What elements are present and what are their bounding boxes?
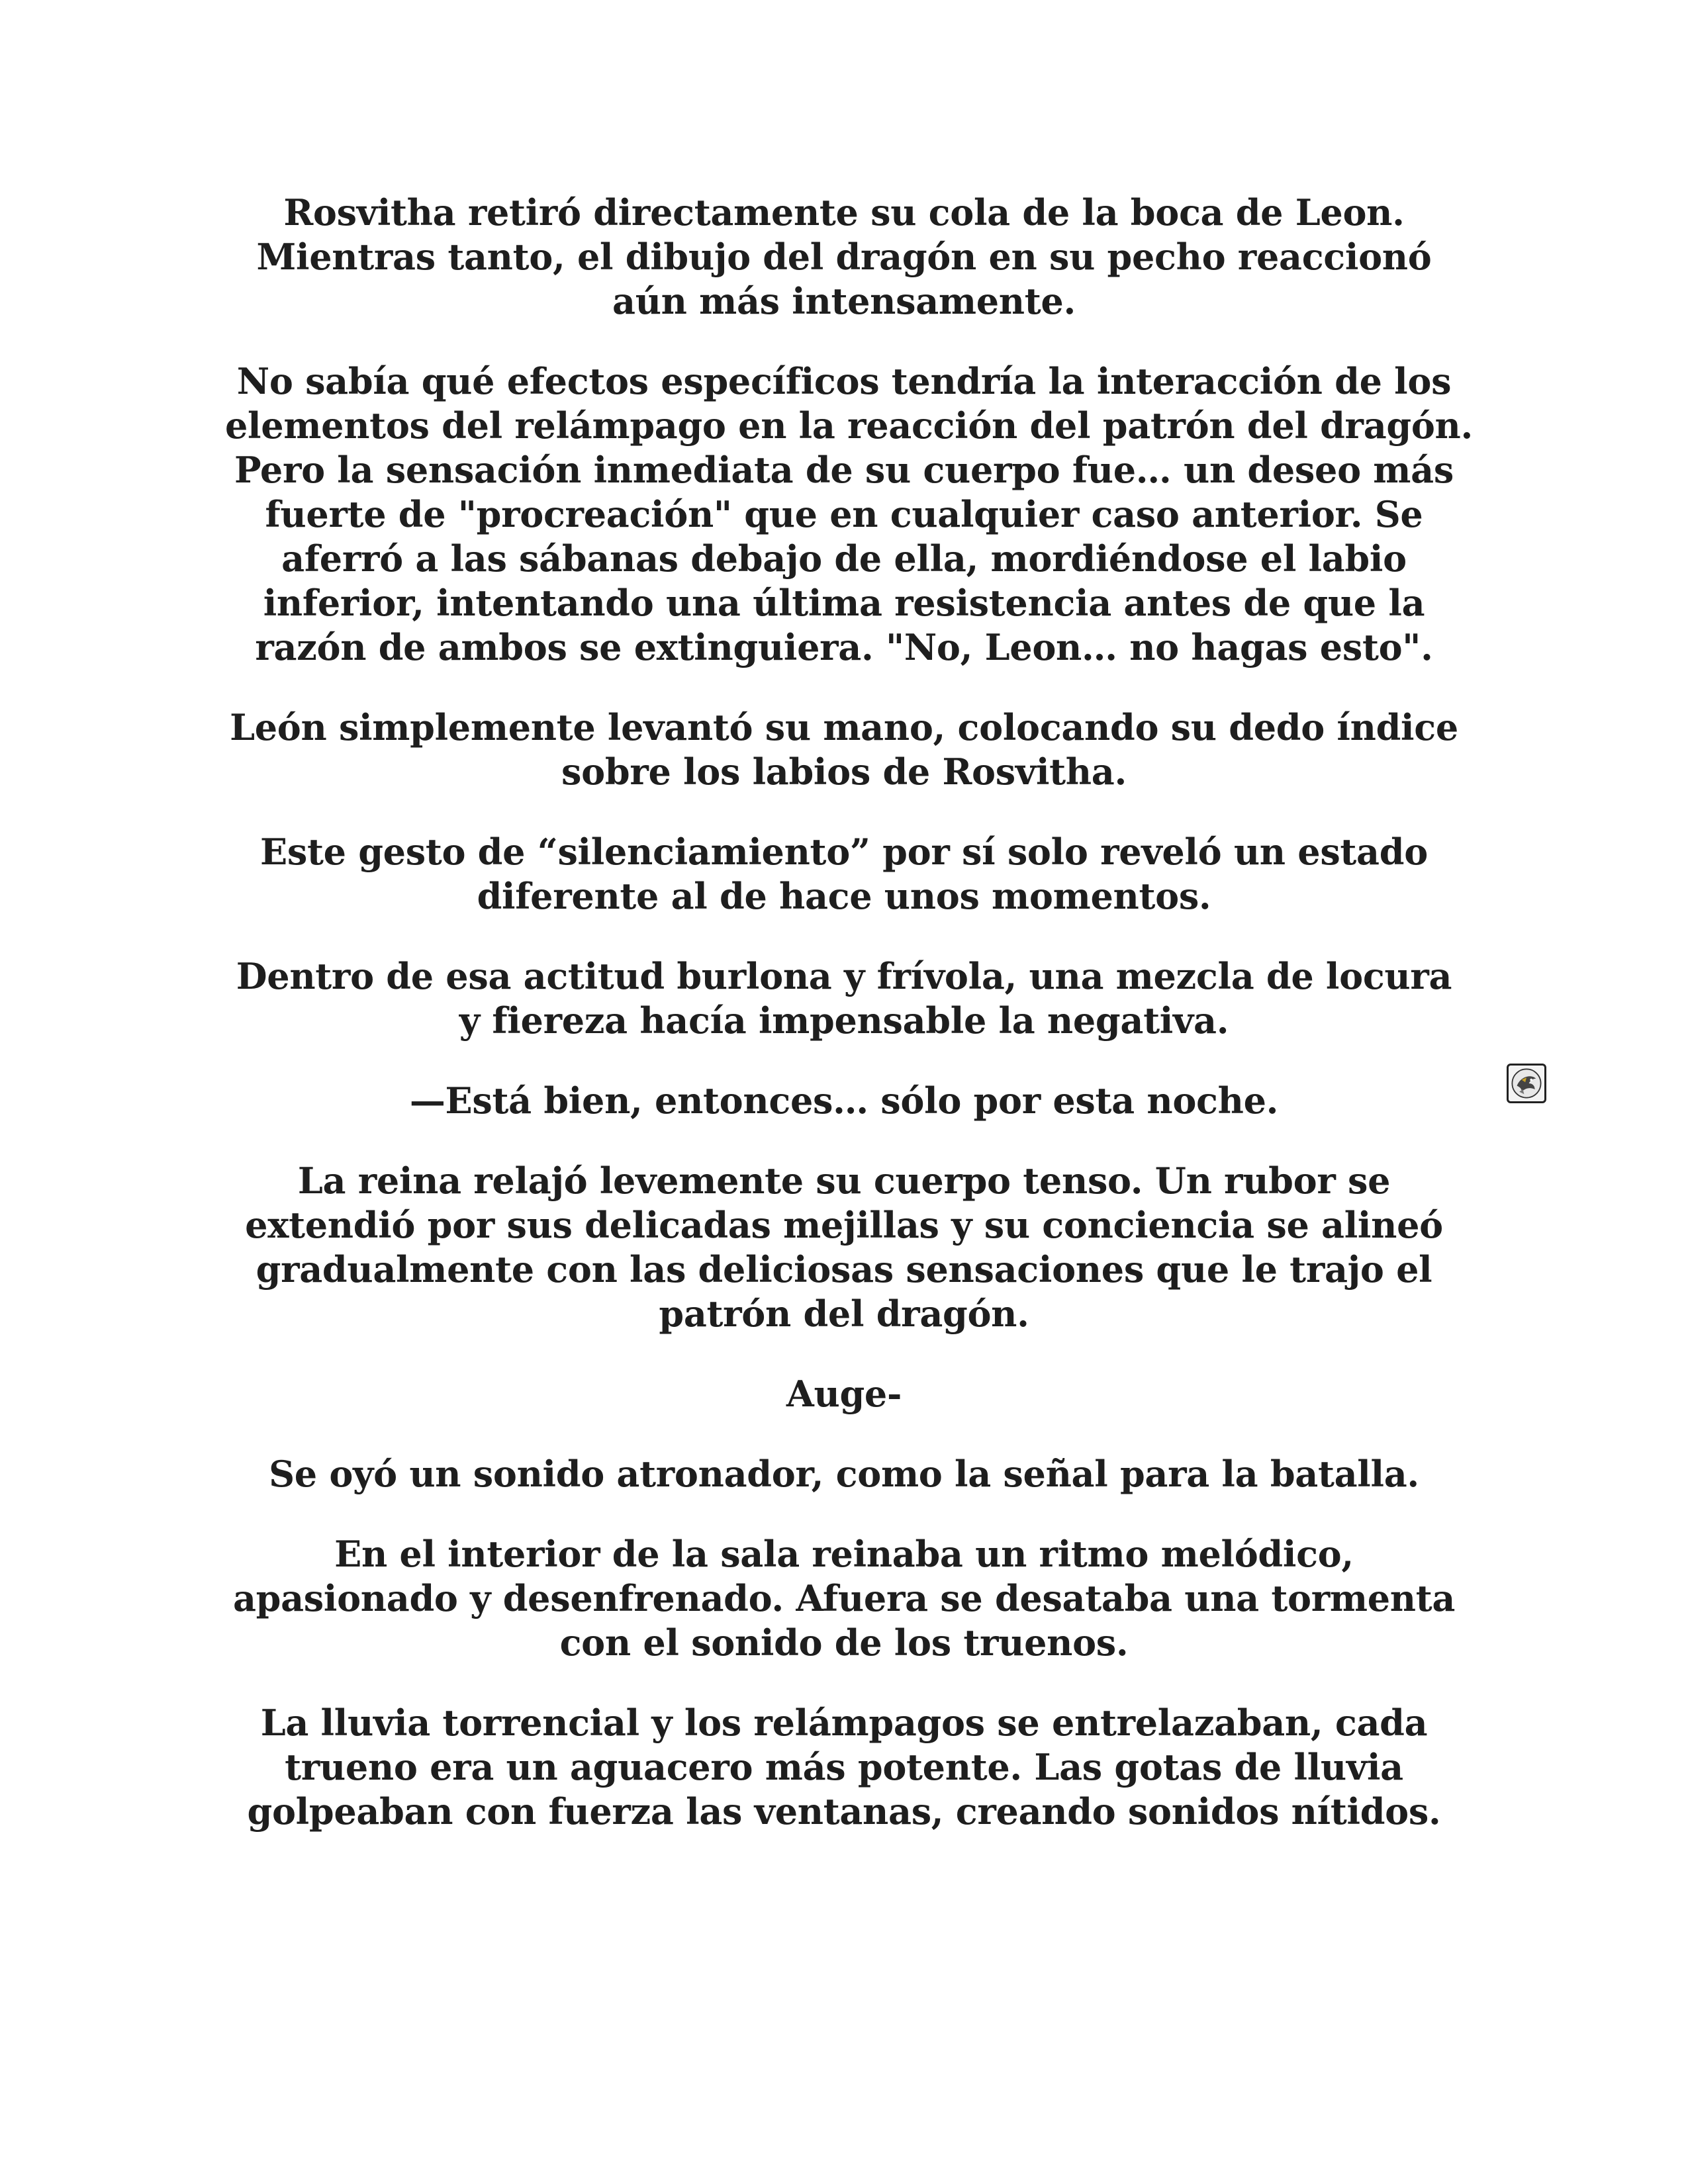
- text-line: con el sonido de los truenos.: [559, 1621, 1129, 1664]
- story-text: [225, 191, 1474, 1870]
- paragraph-4: [225, 830, 1463, 919]
- text-line: y fiereza hacía impensable la negativa.: [459, 999, 1229, 1042]
- text-line: trueno era un aguacero más potente. Las gotas de lluvia: [285, 1746, 1403, 1788]
- text-line: elementos del relámpago en la reacción del patrón del dragón.: [225, 404, 1474, 447]
- text-line: extendió por sus delicadas mejillas y su conciencia se alineó: [245, 1204, 1443, 1246]
- text-line: Dentro de esa actitud burlona y frívola, una mezcla de locura: [236, 955, 1452, 997]
- text-line: gradualmente con las deliciosas sensaciones que le trajo el: [256, 1248, 1432, 1291]
- text-line: aferró a las sábanas debajo de ella, mordiéndose el labio: [281, 537, 1407, 580]
- text-line: aún más intensamente.: [612, 280, 1076, 322]
- text-line: En el interior de la sala reinaba un ritmo melódico,: [334, 1533, 1354, 1575]
- text-line: La reina relajó levemente su cuerpo tenso. Un rubor se: [297, 1160, 1391, 1202]
- paragraph-3: [225, 705, 1463, 794]
- text-line: Rosvitha retiró directamente su cola de la boca de Leon.: [283, 191, 1405, 234]
- text-line: apasionado y desenfrenado. Afuera se desataba una tormenta: [232, 1577, 1456, 1619]
- paragraph-10: [225, 1532, 1463, 1665]
- text-line: razón de ambos se extinguiera. "No, Leon… no hagas esto".: [255, 626, 1433, 668]
- text-line: La lluvia torrencial y los relámpagos se entrelazaban, cada: [260, 1702, 1428, 1744]
- dragon-emblem-graphic: [1509, 1066, 1544, 1101]
- text-line: Auge-: [786, 1373, 902, 1415]
- text-line: sobre los labios de Rosvitha.: [561, 751, 1127, 793]
- text-line: Este gesto de “silenciamiento” por sí solo reveló un estado: [260, 831, 1428, 873]
- text-line: No sabía qué efectos específicos tendría la interacción de los: [236, 360, 1452, 402]
- text-line: fuerte de "procreación" que en cualquier caso anterior. Se: [265, 493, 1423, 535]
- paragraph-8: [225, 1372, 1463, 1416]
- text-line: inferior, intentando una última resistencia antes de que la: [263, 582, 1425, 624]
- text-line: diferente al de hace unos momentos.: [477, 875, 1211, 917]
- paragraph-1: [225, 191, 1463, 324]
- paragraph-11: [225, 1701, 1463, 1834]
- paragraph-7: [225, 1159, 1463, 1336]
- text-line: León simplemente levantó su mano, colocando su dedo índice: [230, 706, 1458, 749]
- paragraph-6: [225, 1079, 1463, 1123]
- paragraph-9: [225, 1452, 1463, 1496]
- text-line: —Está bien, entonces… sólo por esta noche.: [409, 1079, 1279, 1122]
- paragraph-2: [225, 359, 1474, 670]
- dragon-emblem-icon: [1507, 1064, 1546, 1103]
- text-line: Pero la sensación inmediata de su cuerpo fue… un deseo más: [234, 449, 1454, 491]
- text-line: golpeaban con fuerza las ventanas, creando sonidos nítidos.: [247, 1790, 1441, 1833]
- text-line: Mientras tanto, el dibujo del dragón en su pecho reaccionó: [256, 236, 1432, 278]
- text-line: patrón del dragón.: [659, 1293, 1029, 1335]
- paragraph-5: [225, 954, 1463, 1043]
- text-line: Se oyó un sonido atronador, como la señal para la batalla.: [269, 1453, 1419, 1495]
